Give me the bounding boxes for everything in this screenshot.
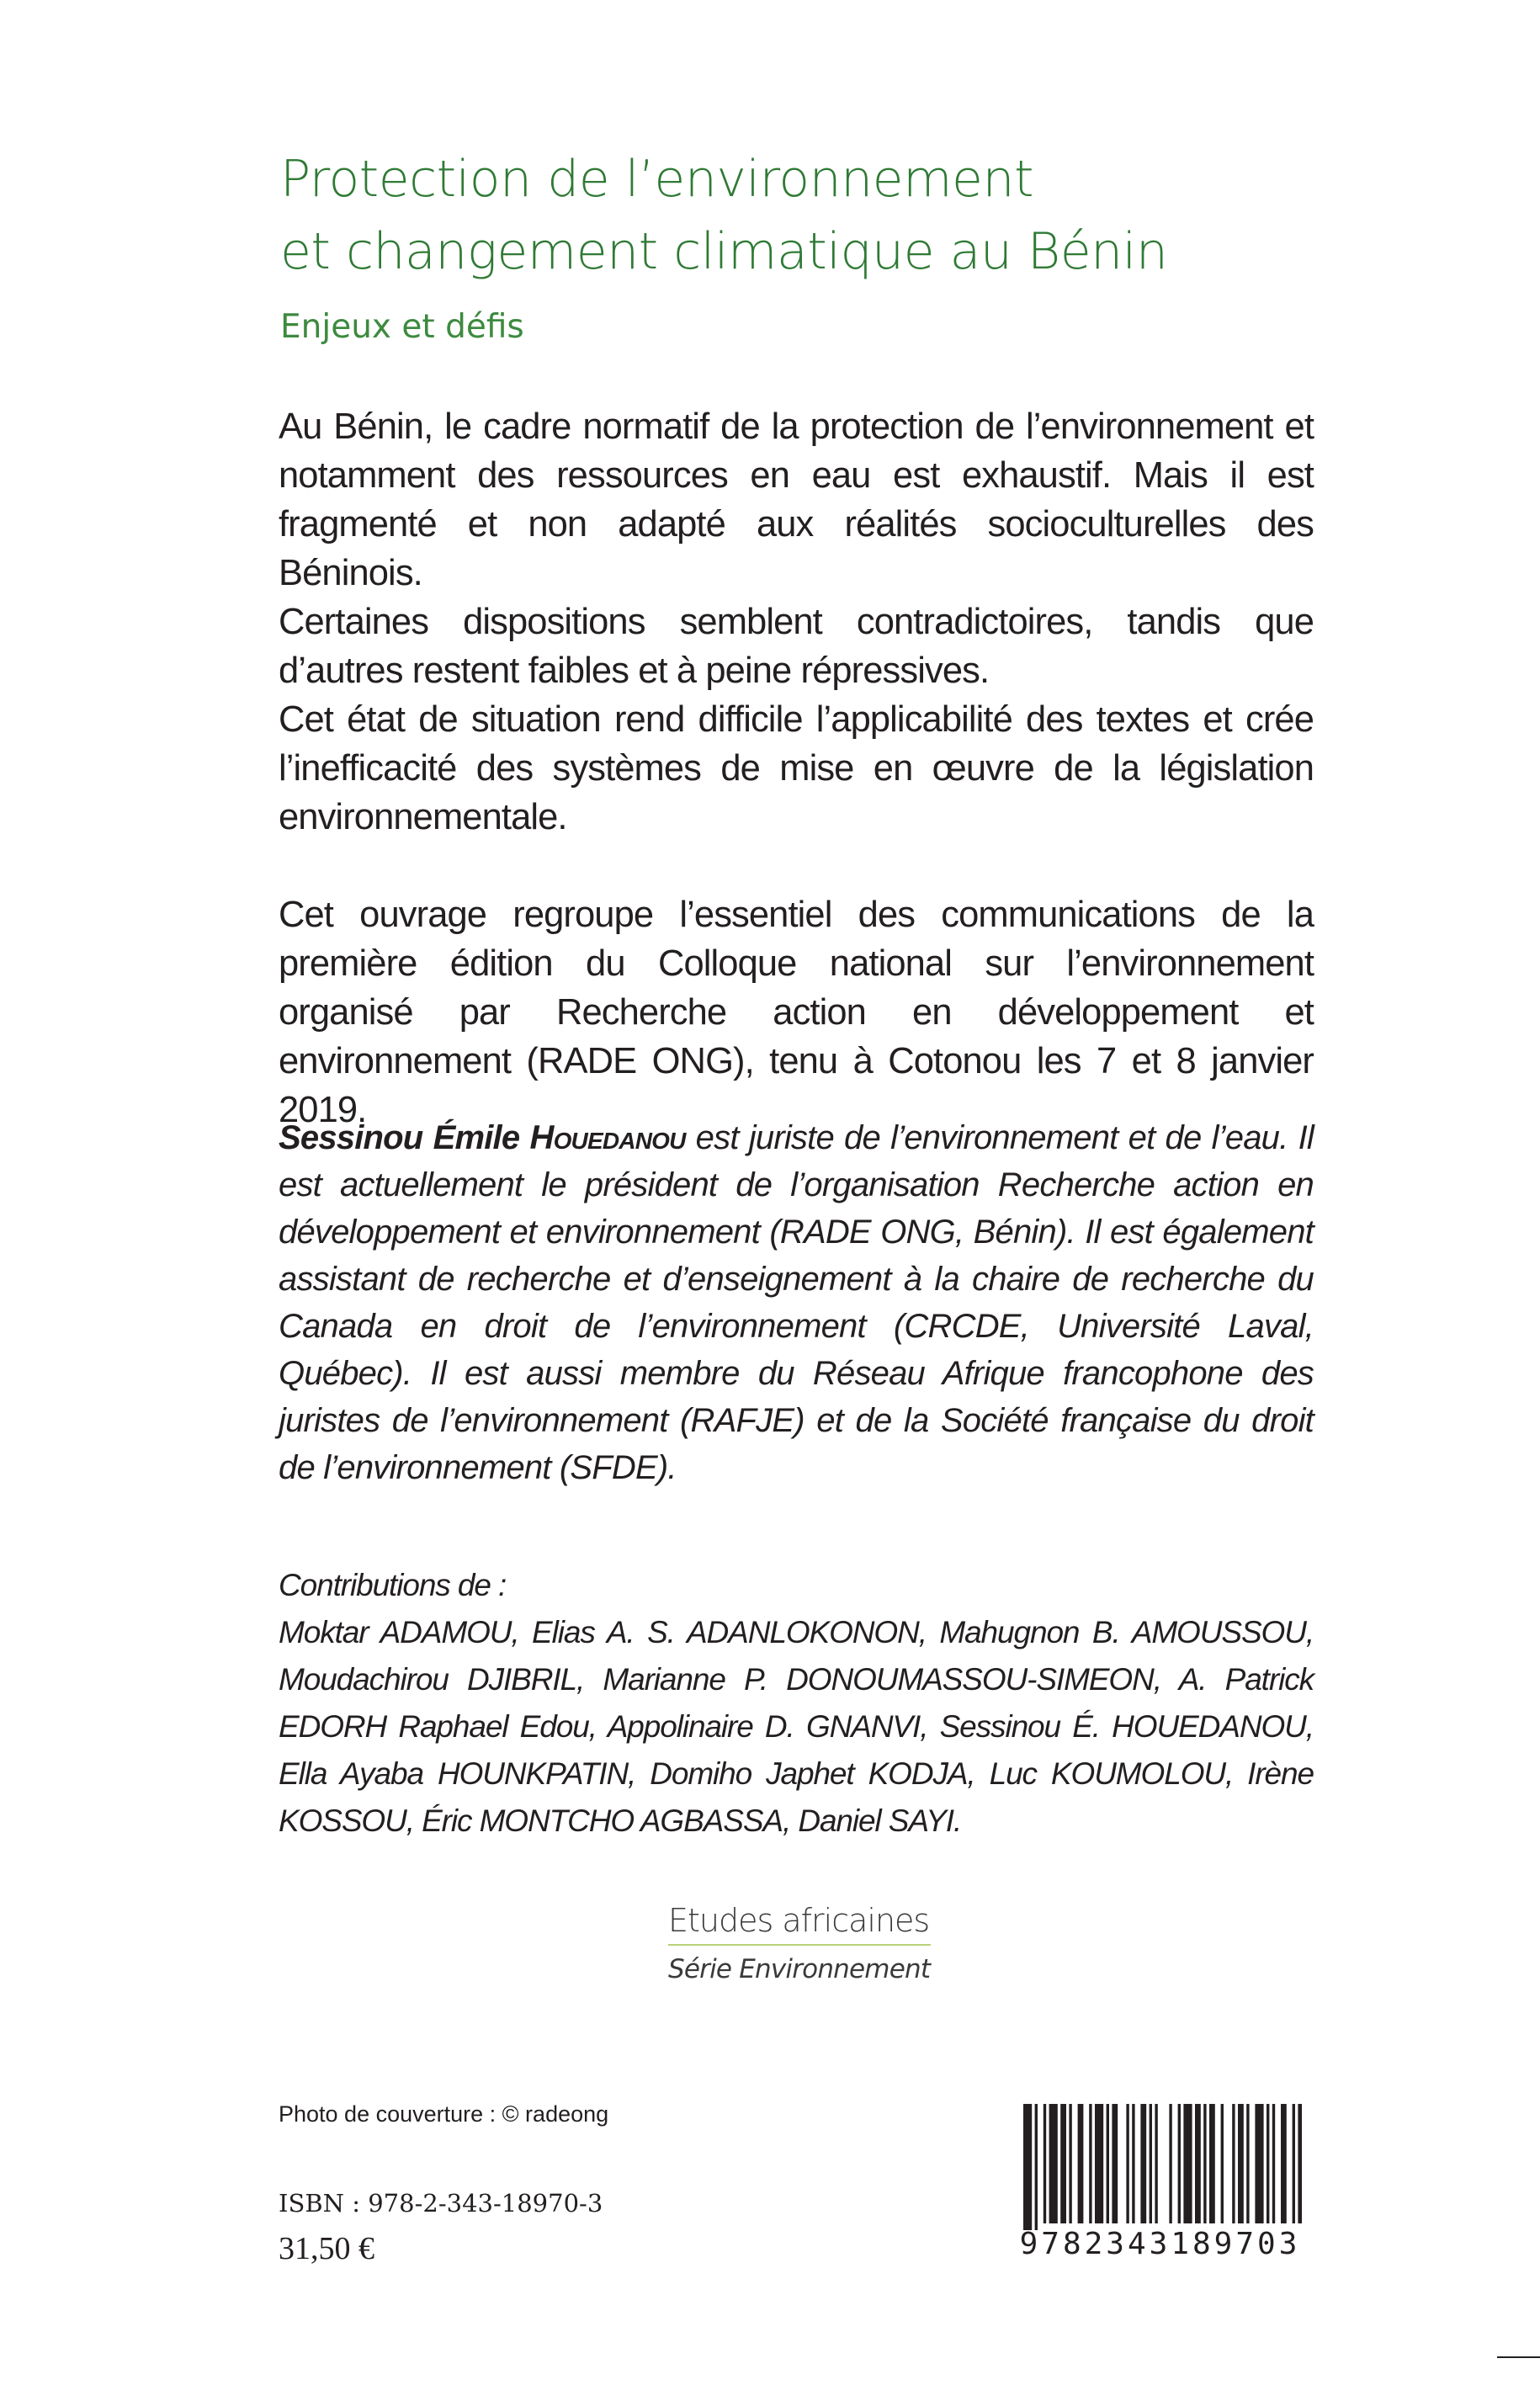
author-last-name: Houedanou <box>529 1119 686 1156</box>
barcode-bars <box>1018 2104 1302 2230</box>
author-first-name: Sessinou Émile <box>279 1119 520 1156</box>
barcode-bar <box>1221 2104 1224 2223</box>
summary-paragraph: Cet état de situation rend difficile l’applicabilité des textes et crée l’inefficacité des systèmes de mise en œuvre de la législation environnementale. <box>279 699 1314 837</box>
barcode-bar <box>1155 2104 1157 2223</box>
barcode-digits: 9782343189703 <box>1019 2227 1301 2261</box>
summary-text <box>279 402 1314 1134</box>
barcode-bar <box>1255 2104 1263 2223</box>
contributors-heading: Contributions de : <box>279 1568 507 1602</box>
isbn: ISBN : 978-2-343-18970-3 <box>279 2189 603 2218</box>
barcode <box>1018 2104 1302 2264</box>
barcode-bar <box>1107 2104 1109 2223</box>
summary-paragraph: Au Bénin, le cadre normatif de la protection de l’environnement et notamment des ressources en eau est exhaustif. Mais il est fragmenté et non adapté aux réalités socioculturelles des Béninois. <box>279 406 1314 593</box>
barcode-bar <box>1126 2104 1128 2223</box>
series-subseries: Série Environnement <box>668 1954 931 1984</box>
barcode-bar <box>1095 2104 1103 2223</box>
photo-credit: Photo de couverture : © radeong <box>279 2101 609 2127</box>
barcode-bar <box>1183 2104 1192 2223</box>
barcode-bar <box>1132 2104 1134 2223</box>
crop-mark <box>1497 2356 1540 2358</box>
author-bio-text: est juriste de l’environnement et de l’eau. Il est actuellement le président de l’organisation Recherche action en développement et environnement (RADE ONG, Bénin). Il est également assistant de recherche et d’enseignement à la chaire de recherche du Canada en droit de l’environnement (CRCDE, Université Laval, Québec). Il est aussi membre du Réseau Afrique francophone des juristes de l’environnement (RAFJE) et de la Société française du droit de l’environnement (SFDE). <box>279 1119 1314 1486</box>
barcode-bar <box>1089 2104 1091 2223</box>
book-title-line-2: et changement climatique au Bénin <box>280 222 1168 281</box>
barcode-bar <box>1209 2104 1215 2223</box>
barcode-bar <box>1232 2104 1235 2223</box>
barcode-bar <box>1140 2104 1146 2223</box>
barcode-bar <box>1043 2104 1046 2223</box>
barcode-bar <box>1060 2104 1066 2223</box>
summary-paragraph: Certaines dispositions semblent contradictoires, tandis que d’autres restent faibles et à peine répressives. <box>279 602 1314 691</box>
price: 31,50 € <box>279 2231 374 2266</box>
barcode-bar <box>1293 2104 1295 2223</box>
barcode-bar <box>1049 2104 1058 2223</box>
barcode-bar <box>1238 2104 1244 2223</box>
barcode-bar <box>1169 2104 1171 2223</box>
barcode-bar <box>1267 2104 1269 2223</box>
barcode-bar <box>1203 2104 1206 2223</box>
barcode-bar <box>1195 2104 1201 2223</box>
barcode-bar <box>1112 2104 1118 2223</box>
barcode-bar <box>1298 2104 1302 2223</box>
barcode-bar <box>1035 2104 1038 2230</box>
series-name: Etudes africaines <box>668 1902 930 1939</box>
barcode-bar <box>1150 2104 1152 2223</box>
barcode-bar <box>1023 2104 1032 2230</box>
contributors-list: Moktar ADAMOU, Elias A. S. ADANLOKONON, Mahugnon B. AMOUSSOU, Moudachirou DJIBRIL, Marianne P. DONOUMASSOU-SIMEON, A. Patrick EDORH Raphael Edou, Appolinaire D. GNANVI, Sessinou É. HOUEDANOU, Ella Ayaba HOUNKPATIN, Domiho Japhet KODJA, Luc KOUMOLOU, Irène KOSSOU, Éric MONTCHO AGBASSA, Daniel SAYI. <box>279 1615 1314 1838</box>
barcode-bar <box>1178 2104 1181 2223</box>
book-subtitle: Enjeux et défis <box>280 308 524 346</box>
series-logo <box>668 1902 929 1984</box>
contributors-block <box>279 1562 1314 1845</box>
author-name <box>279 1119 686 1156</box>
barcode-bar <box>1281 2104 1287 2223</box>
barcode-bar <box>1272 2104 1275 2223</box>
book-title <box>280 143 1290 288</box>
barcode-bar <box>1069 2104 1071 2223</box>
barcode-bar <box>1078 2104 1084 2223</box>
barcode-bar <box>1246 2104 1249 2223</box>
book-title-line-1: Protection de l’environnement <box>280 150 1033 209</box>
summary-paragraph: Cet ouvrage regroupe l’essentiel des communications de la première édition du Colloque national sur l’environnement organisé par Recherche action en développement et environnement (RADE ONG), tenu à Cotonou les 7 et 8 janvier 2019. <box>279 895 1314 1130</box>
series-divider <box>668 1944 931 1946</box>
author-bio <box>279 1114 1314 1491</box>
